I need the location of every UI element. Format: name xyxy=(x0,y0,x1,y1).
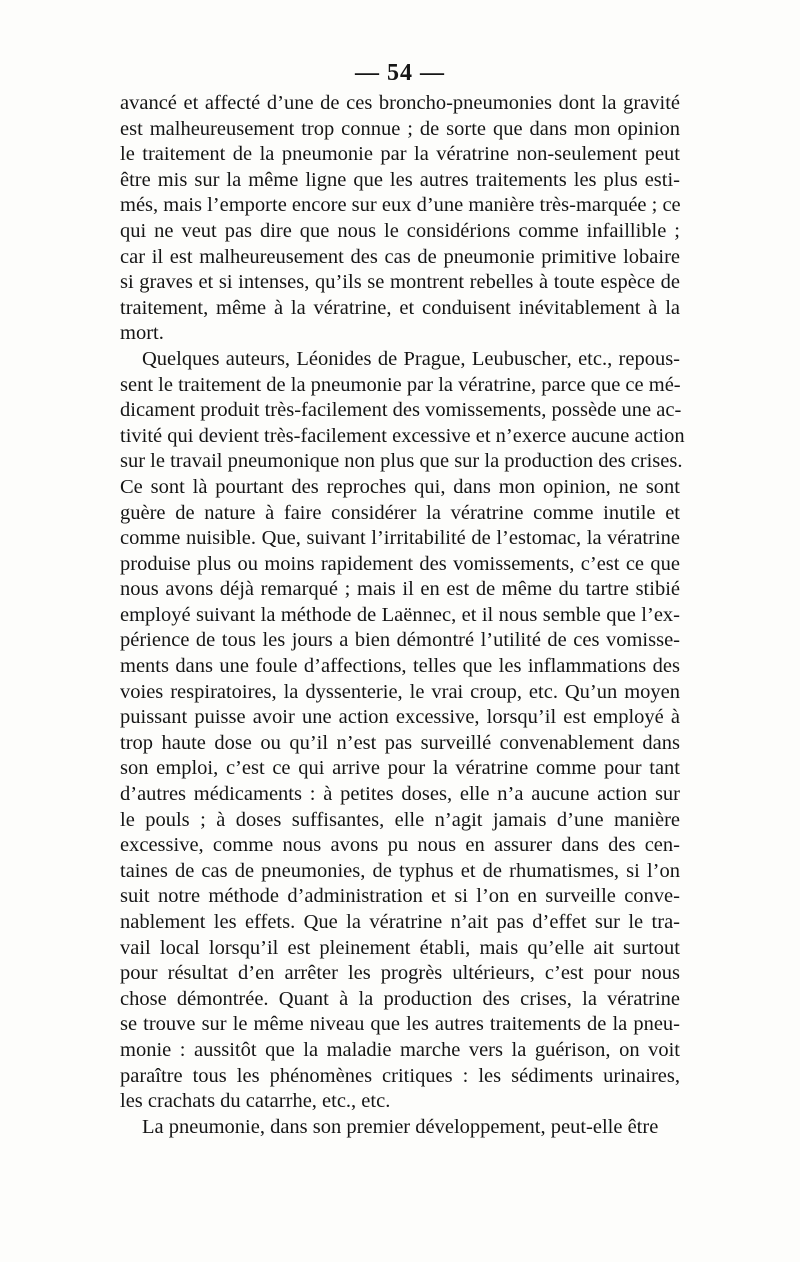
text-line: le traitement de la pneumonie par la vératrine non-seulement peut xyxy=(120,143,680,166)
text-line: car il est malheureusement des cas de pneumonie primitive lobaire xyxy=(120,245,680,268)
text-line: puissant puisse avoir une action excessive, lorsqu’il est employé à xyxy=(120,706,680,729)
text-line: Ce sont là pourtant des reproches qui, dans mon opinion, ne sont xyxy=(120,475,680,498)
text-line: monie : aussitôt que la maladie marche vers la guérison, on voit xyxy=(120,1038,680,1061)
text-line: le pouls ; à doses suffisantes, elle n’agit jamais d’une manière xyxy=(120,808,680,831)
text-line: Quelques auteurs, Léonides de Prague, Leubuscher, etc., repous- xyxy=(142,347,680,370)
text-line: sur le travail pneumonique non plus que sur la production des crises. xyxy=(120,450,683,473)
text-line: suit notre méthode d’administration et si l’on en surveille conve- xyxy=(120,885,680,908)
text-line: si graves et si intenses, qu’ils se montrent rebelles à toute espèce de xyxy=(120,271,680,294)
paragraph xyxy=(120,91,680,347)
text-line: qui ne veut pas dire que nous le considérions comme infaillible ; xyxy=(120,219,680,242)
body-text xyxy=(120,91,685,1140)
text-line: d’autres médicaments : à petites doses, elle n’a aucune action sur xyxy=(120,783,680,806)
text-line: La pneumonie, dans son premier développement, peut-elle être xyxy=(142,1115,659,1138)
text-line: paraître tous les phénomènes critiques : les sédiments urinaires, xyxy=(120,1064,680,1087)
text-line: est malheureusement trop connue ; de sorte que dans mon opinion xyxy=(120,117,680,140)
text-line: sent le traitement de la pneumonie par la vératrine, parce que ce mé- xyxy=(120,373,681,396)
text-line: taines de cas de pneumonies, de typhus et de rhumatismes, si l’on xyxy=(120,859,680,882)
text-line: périence de tous les jours a bien démontré l’utilité de ces vomisse- xyxy=(120,629,680,652)
paragraph xyxy=(120,1115,680,1141)
text-line: produise plus ou moins rapidement des vomissements, c’est ce que xyxy=(120,552,680,575)
text-line: traitement, même à la vératrine, et conduisent inévitablement à la xyxy=(120,296,680,319)
text-line: comme nuisible. Que, suivant l’irritabilité de l’estomac, la vératrine xyxy=(120,527,680,550)
text-line: employé suivant la méthode de Laënnec, et il nous semble que l’ex- xyxy=(120,603,680,626)
text-line: son emploi, c’est ce qui arrive pour la vératrine comme pour tant xyxy=(120,757,680,780)
text-line: tivité qui devient très-facilement excessive et n’exerce aucune action xyxy=(120,424,685,447)
text-line: vail local lorsqu’il est pleinement établi, mais qu’elle ait surtout xyxy=(120,936,680,959)
page-number: — 54 — xyxy=(355,60,445,86)
text-line: més, mais l’emporte encore sur eux d’une manière très-marquée ; ce xyxy=(120,194,681,217)
text-line: nablement les effets. Que la vératrine n’ait pas d’effet sur le tra- xyxy=(120,911,680,933)
text-line: nous avons déjà remarqué ; mais il en est de même du tartre stibié xyxy=(120,578,680,601)
text-line: guère de nature à faire considérer la vératrine comme inutile et xyxy=(120,501,680,524)
text-line: mort. xyxy=(120,322,164,345)
text-line: se trouve sur le même niveau que les autres traitements de la pneu- xyxy=(120,1013,680,1036)
text-line: les crachats du catarrhe, etc., etc. xyxy=(120,1090,391,1113)
text-line: avancé et affecté d’une de ces broncho-pneumonies dont la gravité xyxy=(120,92,680,114)
paragraph xyxy=(120,347,685,1115)
text-line: pour résultat d’en arrêter les progrès ultérieurs, c’est pour nous xyxy=(120,962,680,985)
text-line: dicament produit très-facilement des vomissements, possède une ac- xyxy=(120,399,682,422)
text-line: voies respiratoires, la dyssenterie, le vrai croup, etc. Qu’un moyen xyxy=(120,680,680,703)
text-line: trop haute dose ou qu’il n’est pas surveillé convenablement dans xyxy=(120,731,680,754)
text-line: être mis sur la même ligne que les autres traitements les plus esti- xyxy=(120,168,680,191)
text-line: excessive, comme nous avons pu nous en assurer dans des cen- xyxy=(120,834,680,857)
text-line: ments dans une foule d’affections, telles que les inflammations des xyxy=(120,655,680,678)
text-line: chose démontrée. Quant à la production des crises, la vératrine xyxy=(120,987,680,1010)
